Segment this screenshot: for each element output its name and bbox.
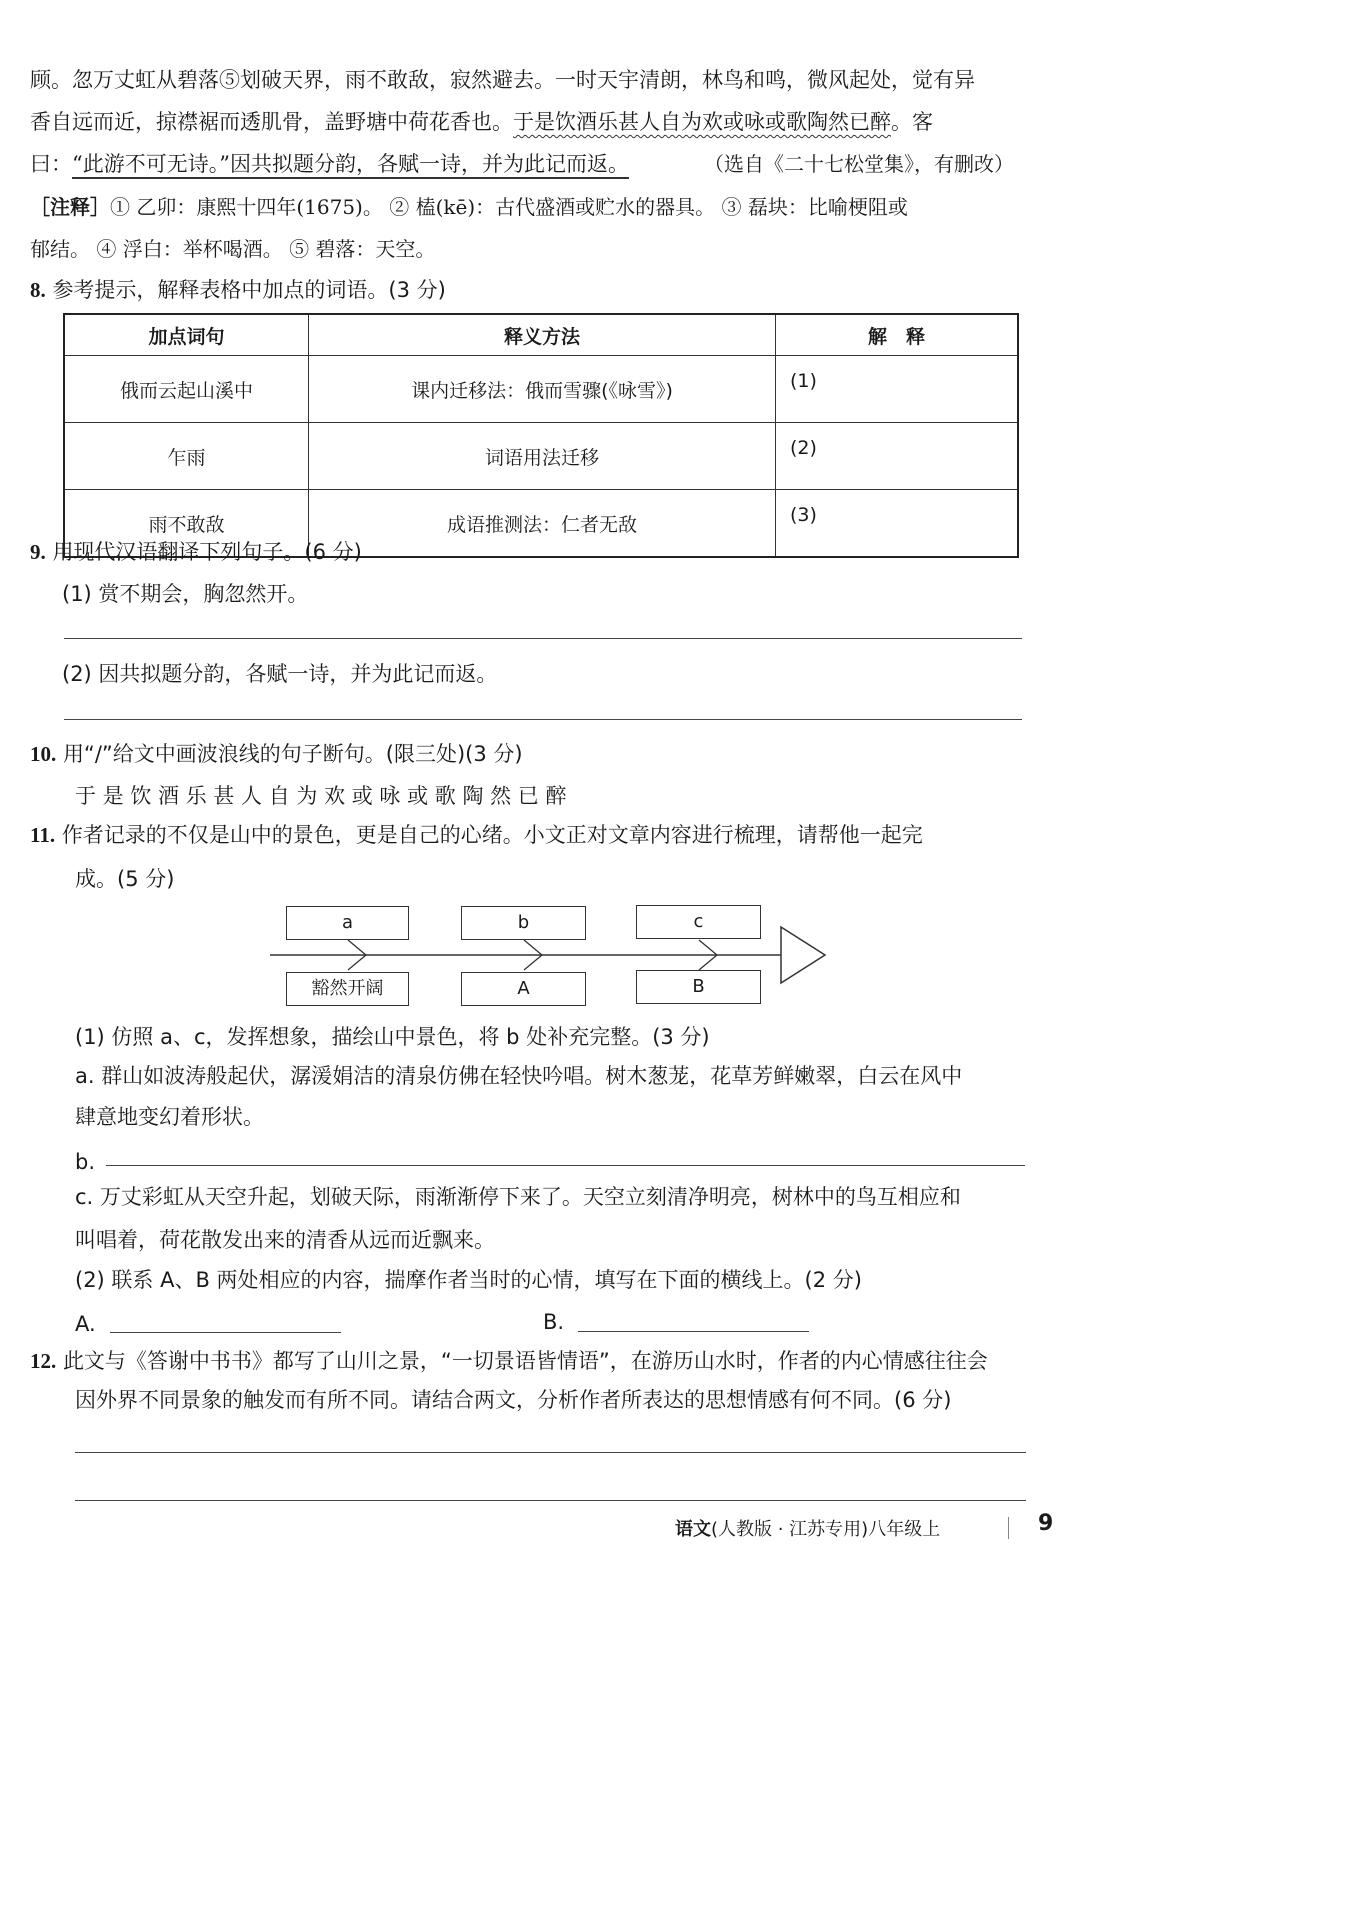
passage-line-2a: 香自远而近，掠襟裾而透肌骨，盖野塘中荷花香也。 (30, 110, 513, 134)
diagram-box-A: A (461, 972, 586, 1006)
q11-number: 11. (30, 823, 56, 847)
passage-line-3a: 曰： (30, 152, 72, 176)
answer-line-B[interactable] (578, 1331, 809, 1332)
diagram-box-b: b (461, 906, 586, 940)
answer-cell[interactable]: (1) (776, 356, 1019, 423)
q9-number: 9. (30, 540, 46, 564)
q9-sentence-2: (2) 因共拟题分韵，各赋一诗，并为此记而返。 (62, 662, 498, 686)
page-number: 9 (1038, 1511, 1054, 1536)
q11-prompt-2: 成。(5 分) (75, 867, 175, 891)
answer-cell[interactable]: (2) (776, 423, 1019, 490)
footer-edition: (人教版 · 江苏专用)八年级上 (711, 1519, 941, 1540)
q8-text: 参考提示，解释表格中加点的词语。(3 分) (52, 278, 446, 302)
q8-number: 8. (30, 278, 46, 302)
q11-a-line-2: 肆意地变幻着形状。 (75, 1105, 264, 1129)
table-header-row (64, 314, 1018, 356)
table-cell: 俄而云起山溪中 (64, 356, 309, 423)
diagram-box-a: a (286, 906, 409, 940)
answer-cell[interactable]: (3) (776, 490, 1019, 558)
notes-line-1 (30, 193, 908, 221)
answer-line-A[interactable] (110, 1332, 341, 1333)
q9-sentence-1: (1) 赏不期会，胸忽然开。 (62, 582, 309, 606)
passage-line-1: 顾。忽万丈虹从碧落⑤划破天界，雨不敢敌，寂然避去。一时天宇清朗，林鸟和鸣，微风起处，觉有异 (30, 68, 975, 92)
table-cell: 词语用法迁移 (309, 423, 776, 490)
table-row (64, 423, 1018, 490)
q11-c-line-2: 叫唱着，荷花散发出来的清香从远而近飘来。 (75, 1228, 495, 1252)
q10-prompt (30, 740, 523, 768)
q11-text-1: 作者记录的不仅是山中的景色，更是自己的心绪。小文正对文章内容进行梳理，请帮他一起完 (61, 823, 923, 847)
q10-sentence: 于 是 饮 酒 乐 甚 人 自 为 欢 或 咏 或 歌 陶 然 已 醉 (75, 784, 567, 808)
q12-prompt-1 (30, 1347, 988, 1375)
q8-table (63, 313, 1019, 558)
underlined-sentence: “此游不可无诗。”因共拟题分韵，各赋一诗，并为此记而返。 (72, 152, 629, 176)
q11-b-label: b. (75, 1150, 96, 1174)
footer-book-info (675, 1515, 940, 1541)
q12-number: 12. (30, 1349, 57, 1373)
diagram-box-B: B (636, 970, 761, 1004)
notes-tag: ［注释］ (30, 195, 110, 219)
q9-text: 用现代汉语翻译下列句子。(6 分) (52, 540, 362, 564)
footer-divider (1008, 1517, 1009, 1539)
table-header: 加点词句 (64, 314, 309, 356)
footer-subject: 语文 (675, 1519, 711, 1540)
q11-part-1: (1) 仿照 a、c，发挥想象，描绘山中景色，将 b 处补充完整。(3 分) (75, 1025, 710, 1049)
diagram-box-c: c (636, 905, 761, 939)
diagram-box-bottom-1: 豁然开阔 (286, 972, 409, 1006)
q11-B-label: B. (543, 1310, 565, 1334)
answer-line[interactable] (64, 638, 1022, 639)
table-cell: 乍雨 (64, 423, 309, 490)
q9-prompt (30, 538, 362, 566)
q11-A-label: A. (75, 1312, 96, 1336)
passage-line-2 (30, 108, 933, 136)
q12-prompt-2: 因外界不同景象的触发而有所不同。请结合两文，分析作者所表达的思想情感有何不同。(6 分) (75, 1388, 952, 1412)
table-cell: 课内迁移法：俄而雪骤(《咏雪》) (309, 356, 776, 423)
q10-text: 用“/”给文中画波浪线的句子断句。(限三处)(3 分) (62, 742, 523, 766)
q11-a-line-1: a. 群山如波涛般起伏，潺湲娟洁的清泉仿佛在轻快吟唱。树木葱茏，花草芳鲜嫩翠，白云在风中 (75, 1064, 963, 1088)
source-citation: （选自《二十七松堂集》，有删改） (704, 152, 1014, 176)
q11-c-line-1: c. 万丈彩虹从天空升起，划破天际，雨渐渐停下来了。天空立刻清净明亮，树林中的鸟互相应和 (75, 1185, 961, 1209)
table-cell: 雨不敢敌 (64, 490, 309, 558)
wavy-sentence: 于是饮酒乐甚人自为欢或咏或歌陶然已醉 (513, 110, 891, 134)
passage-line-2b: 。客 (891, 110, 933, 134)
passage-line-3 (30, 150, 629, 178)
table-row (64, 356, 1018, 423)
answer-line[interactable] (75, 1452, 1026, 1453)
q10-number: 10. (30, 742, 57, 766)
arrow-head-icon (781, 927, 825, 983)
q8-prompt (30, 276, 446, 304)
table-header: 解 释 (776, 314, 1019, 356)
table-header: 释义方法 (309, 314, 776, 356)
q11-prompt-1 (30, 821, 923, 849)
notes-text-1: ① 乙卯：康熙十四年(1675)。 ② 榼(kē)：古代盛酒或贮水的器具。 ③ 磊块：比喻梗阻或 (110, 195, 908, 219)
answer-line[interactable] (75, 1500, 1026, 1501)
table-cell: 成语推测法：仁者无敌 (309, 490, 776, 558)
notes-line-2: 郁结。 ④ 浮白：举杯喝酒。 ⑤ 碧落：天空。 (30, 237, 436, 261)
q11-part-2: (2) 联系 A、B 两处相应的内容，揣摩作者当时的心情，填写在下面的横线上。(2 分) (75, 1268, 862, 1292)
answer-line-b[interactable] (106, 1165, 1025, 1166)
answer-line[interactable] (64, 719, 1022, 720)
q12-text-1: 此文与《答谢中书书》都写了山川之景，“一切景语皆情语”，在游历山水时，作者的内心情感往往会 (62, 1349, 988, 1373)
